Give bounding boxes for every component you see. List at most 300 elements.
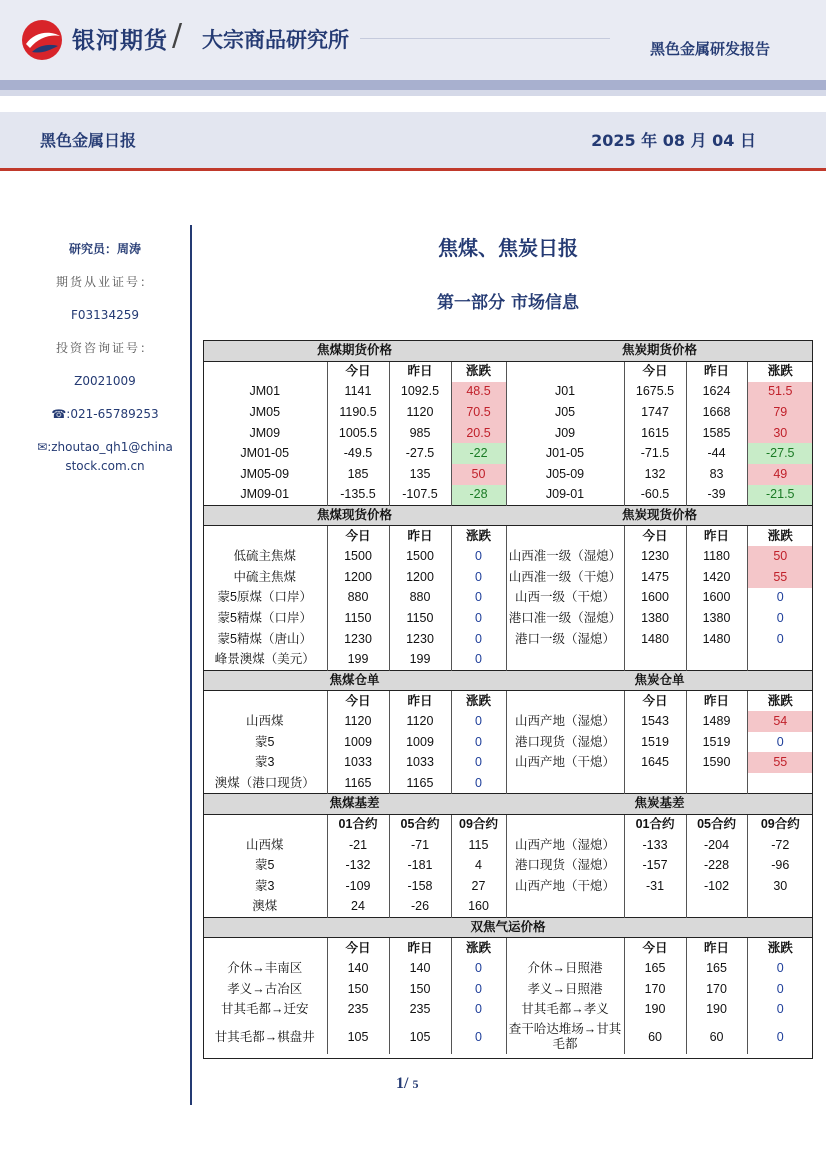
- section-title: 焦炭仓单: [506, 670, 813, 691]
- change-cell: [747, 649, 813, 670]
- section-header-row: [203, 670, 813, 691]
- item-name-cell: 蒙5精煤（唐山）: [217, 631, 312, 646]
- change-cell: 0: [451, 649, 506, 670]
- column-header: 今日: [624, 526, 686, 547]
- value-cell: 1500: [389, 546, 451, 567]
- item-name-cell: J09: [506, 423, 624, 444]
- email-address[interactable]: ✉:zhoutao_qh1@china stock.com.cn: [37, 440, 173, 473]
- change-cell: 0: [451, 732, 506, 753]
- value-cell: 1092.5: [389, 382, 451, 403]
- blank-header: [203, 938, 327, 959]
- item-name-cell: 港口现货（湿熄）: [506, 732, 624, 753]
- section-title: 焦煤期货价格: [203, 341, 506, 362]
- value-cell: 1190.5: [327, 402, 389, 423]
- change-cell: 20.5: [451, 423, 506, 444]
- value-cell: 1668: [686, 402, 747, 423]
- value-cell: -21: [327, 835, 389, 856]
- value-cell: 1489: [686, 711, 747, 732]
- value-cell: 1590: [686, 752, 747, 773]
- value-cell: -27.5: [389, 443, 451, 464]
- table-row: [203, 1020, 813, 1054]
- advisor-label: 投资咨询证号：: [55, 341, 154, 355]
- blank-header: [203, 361, 327, 382]
- column-header: 涨跌: [747, 361, 813, 382]
- item-name-cell: 山西煤: [245, 837, 284, 852]
- item-name-cell: 山西产地（干熄）: [506, 876, 624, 897]
- value-cell: 24: [327, 897, 389, 918]
- section-header-row: [203, 505, 813, 526]
- item-name-cell: 澳煤: [252, 899, 278, 914]
- table-row: [203, 752, 813, 773]
- value-cell: 199: [389, 649, 451, 670]
- table-row: [203, 443, 813, 464]
- item-name-cell: J05-09: [506, 464, 624, 485]
- value-cell: 190: [686, 1000, 747, 1021]
- column-header: 昨日: [686, 526, 747, 547]
- column-header: 昨日: [686, 361, 747, 382]
- table-row: [203, 423, 813, 444]
- item-name-cell: 中硫主焦煤: [233, 569, 296, 584]
- item-name-cell: J05: [506, 402, 624, 423]
- value-cell: 185: [327, 464, 389, 485]
- value-cell: -49.5: [327, 443, 389, 464]
- value-cell: [686, 897, 747, 918]
- value-cell: 105: [389, 1020, 451, 1054]
- value-cell: 1200: [327, 567, 389, 588]
- column-header: 今日: [624, 938, 686, 959]
- column-header: 今日: [327, 361, 389, 382]
- column-header: 昨日: [686, 691, 747, 712]
- value-cell: 985: [389, 423, 451, 444]
- value-cell: -39: [686, 485, 747, 506]
- researcher-name: 研究员：周涛: [68, 242, 141, 256]
- value-cell: 1500: [327, 546, 389, 567]
- change-cell: 0: [451, 629, 506, 650]
- change-cell: 30: [747, 423, 813, 444]
- column-header: 昨日: [389, 361, 451, 382]
- item-name-cell: J09-01: [506, 485, 624, 506]
- change-cell: 115: [451, 835, 506, 856]
- blank-header: [203, 691, 327, 712]
- item-name-cell: 山西一级（干熄）: [506, 588, 624, 609]
- column-header: 05合约: [389, 814, 451, 835]
- table-row: [203, 382, 813, 403]
- blank-header: [506, 526, 624, 547]
- column-header: 涨跌: [451, 691, 506, 712]
- change-cell: 0: [451, 1000, 506, 1021]
- change-cell: 27: [451, 876, 506, 897]
- section-title: 焦炭现货价格: [506, 505, 813, 526]
- market-info-table: [203, 340, 813, 1054]
- value-cell: [624, 773, 686, 794]
- value-cell: 1033: [327, 752, 389, 773]
- phone-number[interactable]: ☎:021-65789253: [51, 407, 159, 421]
- value-cell: 150: [327, 979, 389, 1000]
- column-header-row: [203, 526, 813, 547]
- table-row: [203, 629, 813, 650]
- item-name-cell: 蒙5: [255, 858, 275, 873]
- sidebar-divider: [190, 225, 192, 1105]
- change-cell: 55: [747, 752, 813, 773]
- table-row: [203, 1000, 813, 1021]
- value-cell: -158: [389, 876, 451, 897]
- brand-name: 银河期货: [72, 28, 168, 54]
- change-cell: 160: [451, 897, 506, 918]
- change-cell: 0: [451, 546, 506, 567]
- value-cell: -181: [389, 855, 451, 876]
- value-cell: [686, 649, 747, 670]
- item-name-cell: JM09: [249, 425, 281, 440]
- value-cell: 199: [327, 649, 389, 670]
- value-cell: 1120: [389, 402, 451, 423]
- blank-header: [506, 361, 624, 382]
- value-cell: 235: [327, 1000, 389, 1021]
- change-cell: 0: [747, 588, 813, 609]
- item-name-cell: 峰景澳煤（美元）: [214, 651, 315, 666]
- change-cell: 0: [451, 588, 506, 609]
- value-cell: -26: [389, 897, 451, 918]
- value-cell: 1230: [389, 629, 451, 650]
- item-name-cell: 蒙5原煤（口岸）: [217, 590, 312, 605]
- table-row: [203, 649, 813, 670]
- table-row: [203, 485, 813, 506]
- value-cell: 1645: [624, 752, 686, 773]
- change-cell: 0: [747, 1020, 813, 1054]
- page-current: 1: [396, 1075, 404, 1092]
- daily-name: 黑色金属日报: [40, 131, 137, 150]
- value-cell: 60: [624, 1020, 686, 1054]
- page-separator: /: [404, 1075, 409, 1092]
- change-cell: -22: [451, 443, 506, 464]
- change-cell: 0: [451, 752, 506, 773]
- change-cell: 50: [747, 546, 813, 567]
- change-cell: 48.5: [451, 382, 506, 403]
- change-cell: [747, 897, 813, 918]
- column-header: 09合约: [747, 814, 813, 835]
- value-cell: [624, 897, 686, 918]
- section-header-row: [203, 341, 813, 362]
- value-cell: 1615: [624, 423, 686, 444]
- value-cell: 135: [389, 464, 451, 485]
- item-name-cell: 山西煤: [245, 713, 284, 728]
- table-row: [203, 711, 813, 732]
- change-cell: 0: [451, 608, 506, 629]
- value-cell: 1230: [327, 629, 389, 650]
- blank-header: [506, 814, 624, 835]
- advisor-number: Z0021009: [74, 374, 136, 388]
- item-name-cell: JM05-09: [240, 466, 290, 481]
- table-row: [203, 876, 813, 897]
- value-cell: 140: [389, 958, 451, 979]
- report-type: 黑色金属研发报告: [649, 40, 770, 58]
- item-name-cell: 介休→日照港: [506, 958, 624, 979]
- item-name-cell: 甘其毛都→孝义: [506, 1000, 624, 1021]
- value-cell: -157: [624, 855, 686, 876]
- change-cell: 79: [747, 402, 813, 423]
- value-cell: 1009: [389, 732, 451, 753]
- value-cell: 1475: [624, 567, 686, 588]
- column-header: 涨跌: [451, 526, 506, 547]
- item-name-cell: 山西产地（干熄）: [506, 752, 624, 773]
- change-cell: 0: [451, 1020, 506, 1054]
- change-cell: -96: [747, 855, 813, 876]
- value-cell: [624, 649, 686, 670]
- value-cell: 1519: [624, 732, 686, 753]
- change-cell: 0: [747, 1000, 813, 1021]
- report-header: [0, 0, 826, 80]
- column-header: 涨跌: [451, 938, 506, 959]
- change-cell: 0: [451, 958, 506, 979]
- change-cell: 30: [747, 876, 813, 897]
- column-header: 涨跌: [747, 526, 813, 547]
- change-cell: 50: [451, 464, 506, 485]
- value-cell: -71: [389, 835, 451, 856]
- value-cell: 1380: [686, 608, 747, 629]
- column-header: 昨日: [389, 526, 451, 547]
- item-name-cell: J01-05: [506, 443, 624, 464]
- item-name-cell: JM05: [249, 405, 281, 420]
- item-name-cell: 港口一级（湿熄）: [506, 629, 624, 650]
- section-title: 焦炭基差: [506, 794, 813, 815]
- header-stripe-light: [0, 90, 826, 96]
- column-header: 昨日: [389, 938, 451, 959]
- value-cell: 1519: [686, 732, 747, 753]
- value-cell: 1120: [327, 711, 389, 732]
- change-cell: -21.5: [747, 485, 813, 506]
- section-header-row: [203, 794, 813, 815]
- value-cell: 140: [327, 958, 389, 979]
- item-name-cell: 孝义→日照港: [506, 979, 624, 1000]
- value-cell: 1747: [624, 402, 686, 423]
- table-row: [203, 835, 813, 856]
- value-cell: 190: [624, 1000, 686, 1021]
- item-name-cell: [506, 649, 624, 670]
- change-cell: 0: [747, 608, 813, 629]
- column-header: 昨日: [389, 691, 451, 712]
- column-header: 昨日: [686, 938, 747, 959]
- table-row: [203, 732, 813, 753]
- change-cell: 55: [747, 567, 813, 588]
- value-cell: 1200: [389, 567, 451, 588]
- value-cell: -107.5: [389, 485, 451, 506]
- institute-name: 大宗商品研究所: [202, 28, 349, 52]
- blank-header: [506, 691, 624, 712]
- value-cell: 1675.5: [624, 382, 686, 403]
- table-row: [203, 546, 813, 567]
- header-rule: [360, 38, 610, 39]
- value-cell: 1165: [389, 773, 451, 794]
- table-row: [203, 608, 813, 629]
- item-name-cell: 港口现货（湿熄）: [506, 855, 624, 876]
- license-number: F03134259: [71, 308, 139, 322]
- value-cell: -228: [686, 855, 747, 876]
- table-row: [203, 588, 813, 609]
- item-name-cell: 澳煤（港口现货）: [214, 775, 315, 790]
- section-title: 双焦气运价格: [203, 917, 813, 938]
- column-header: 01合约: [327, 814, 389, 835]
- value-cell: -135.5: [327, 485, 389, 506]
- section-title: 焦煤基差: [203, 794, 506, 815]
- blank-header: [506, 938, 624, 959]
- banner-underline: [0, 168, 826, 171]
- value-cell: -44: [686, 443, 747, 464]
- item-name-cell: 蒙3: [255, 755, 275, 770]
- item-name-cell: 蒙5: [255, 734, 275, 749]
- change-cell: 70.5: [451, 402, 506, 423]
- blank-header: [203, 526, 327, 547]
- column-header: 今日: [327, 938, 389, 959]
- section-title: 焦煤现货价格: [203, 505, 506, 526]
- change-cell: 0: [747, 979, 813, 1000]
- value-cell: 165: [624, 958, 686, 979]
- daily-banner: [0, 112, 826, 168]
- table-row: [203, 979, 813, 1000]
- value-cell: -109: [327, 876, 389, 897]
- galaxy-logo-icon: [20, 18, 64, 62]
- column-header: 今日: [327, 526, 389, 547]
- change-cell: 54: [747, 711, 813, 732]
- table-row: [203, 464, 813, 485]
- value-cell: 150: [389, 979, 451, 1000]
- value-cell: -133: [624, 835, 686, 856]
- value-cell: -102: [686, 876, 747, 897]
- value-cell: 1624: [686, 382, 747, 403]
- value-cell: 880: [389, 588, 451, 609]
- value-cell: 1480: [686, 629, 747, 650]
- value-cell: 1230: [624, 546, 686, 567]
- column-header-row: [203, 938, 813, 959]
- value-cell: -132: [327, 855, 389, 876]
- value-cell: 1150: [389, 608, 451, 629]
- change-cell: 0: [451, 773, 506, 794]
- change-cell: 4: [451, 855, 506, 876]
- value-cell: 165: [686, 958, 747, 979]
- value-cell: 1585: [686, 423, 747, 444]
- license-label: 期货从业证号：: [55, 275, 154, 289]
- item-name-cell: JM01-05: [240, 446, 290, 461]
- value-cell: 1165: [327, 773, 389, 794]
- item-name-cell: 山西准一级（湿熄）: [506, 546, 624, 567]
- value-cell: 1420: [686, 567, 747, 588]
- item-name-cell: 港口准一级（湿熄）: [506, 608, 624, 629]
- column-header: 今日: [624, 691, 686, 712]
- column-header: 今日: [327, 691, 389, 712]
- change-cell: 0: [451, 567, 506, 588]
- value-cell: 1009: [327, 732, 389, 753]
- section-title: 焦煤仓单: [203, 670, 506, 691]
- column-header: 涨跌: [747, 691, 813, 712]
- table-row: [203, 958, 813, 979]
- table-row: [203, 897, 813, 918]
- item-name-cell: 介休→丰南区: [227, 961, 303, 976]
- item-name-cell: 甘其毛都→迁安: [220, 1002, 309, 1017]
- item-name-cell: J01: [506, 382, 624, 403]
- item-name-cell: 孝义→古冶区: [227, 981, 303, 996]
- column-header: 涨跌: [451, 361, 506, 382]
- blank-header: [203, 814, 327, 835]
- value-cell: 1120: [389, 711, 451, 732]
- value-cell: 83: [686, 464, 747, 485]
- item-name-cell: 甘其毛都→棋盘井: [214, 1029, 315, 1044]
- value-cell: 1480: [624, 629, 686, 650]
- item-name-cell: 山西产地（湿熄）: [506, 835, 624, 856]
- section-title: 焦炭期货价格: [506, 341, 813, 362]
- value-cell: 235: [389, 1000, 451, 1021]
- value-cell: 1180: [686, 546, 747, 567]
- item-name-cell: [506, 897, 624, 918]
- header-stripe: [0, 80, 826, 90]
- report-date: 2025 年 08 月 04 日: [591, 131, 756, 150]
- change-cell: -28: [451, 485, 506, 506]
- value-cell: -60.5: [624, 485, 686, 506]
- column-header: 涨跌: [747, 938, 813, 959]
- column-header: 09合约: [451, 814, 506, 835]
- value-cell: 1600: [686, 588, 747, 609]
- section-header-row: [203, 917, 813, 938]
- change-cell: 0: [451, 711, 506, 732]
- item-name-cell: 查干哈达堆场→甘其毛都: [506, 1020, 624, 1054]
- column-header: 01合约: [624, 814, 686, 835]
- change-cell: 0: [747, 629, 813, 650]
- change-cell: 51.5: [747, 382, 813, 403]
- brand-divider: /: [172, 18, 183, 53]
- value-cell: [686, 773, 747, 794]
- change-cell: 49: [747, 464, 813, 485]
- change-cell: [747, 773, 813, 794]
- column-header-row: [203, 361, 813, 382]
- value-cell: 105: [327, 1020, 389, 1054]
- author-sidebar: [30, 240, 180, 491]
- value-cell: -31: [624, 876, 686, 897]
- value-cell: 1600: [624, 588, 686, 609]
- value-cell: 1543: [624, 711, 686, 732]
- change-cell: -72: [747, 835, 813, 856]
- item-name-cell: 蒙5精煤（口岸）: [217, 611, 312, 626]
- value-cell: -71.5: [624, 443, 686, 464]
- change-cell: 0: [451, 979, 506, 1000]
- item-name-cell: 山西产地（湿熄）: [506, 711, 624, 732]
- value-cell: 880: [327, 588, 389, 609]
- value-cell: 1380: [624, 608, 686, 629]
- value-cell: -204: [686, 835, 747, 856]
- page-total: 5: [412, 1077, 419, 1091]
- value-cell: 1150: [327, 608, 389, 629]
- item-name-cell: 蒙3: [255, 878, 275, 893]
- column-header: 今日: [624, 361, 686, 382]
- table-row: [203, 402, 813, 423]
- item-name-cell: 山西准一级（干熄）: [506, 567, 624, 588]
- value-cell: 1005.5: [327, 423, 389, 444]
- item-name-cell: 低硫主焦煤: [233, 549, 296, 564]
- table-row: [203, 567, 813, 588]
- column-header: 05合约: [686, 814, 747, 835]
- value-cell: 1033: [389, 752, 451, 773]
- item-name-cell: [506, 773, 624, 794]
- table-row: [203, 773, 813, 794]
- column-header-row: [203, 814, 813, 835]
- value-cell: 170: [686, 979, 747, 1000]
- table-row: [203, 855, 813, 876]
- value-cell: 132: [624, 464, 686, 485]
- item-name-cell: JM09-01: [240, 487, 290, 502]
- change-cell: 0: [747, 732, 813, 753]
- report-title: 焦煤、焦炭日报: [438, 236, 578, 260]
- section-heading: 第一部分 市场信息: [437, 293, 579, 313]
- change-cell: 0: [747, 958, 813, 979]
- item-name-cell: JM01: [249, 384, 281, 399]
- column-header-row: [203, 691, 813, 712]
- page-indicator: [396, 1075, 418, 1093]
